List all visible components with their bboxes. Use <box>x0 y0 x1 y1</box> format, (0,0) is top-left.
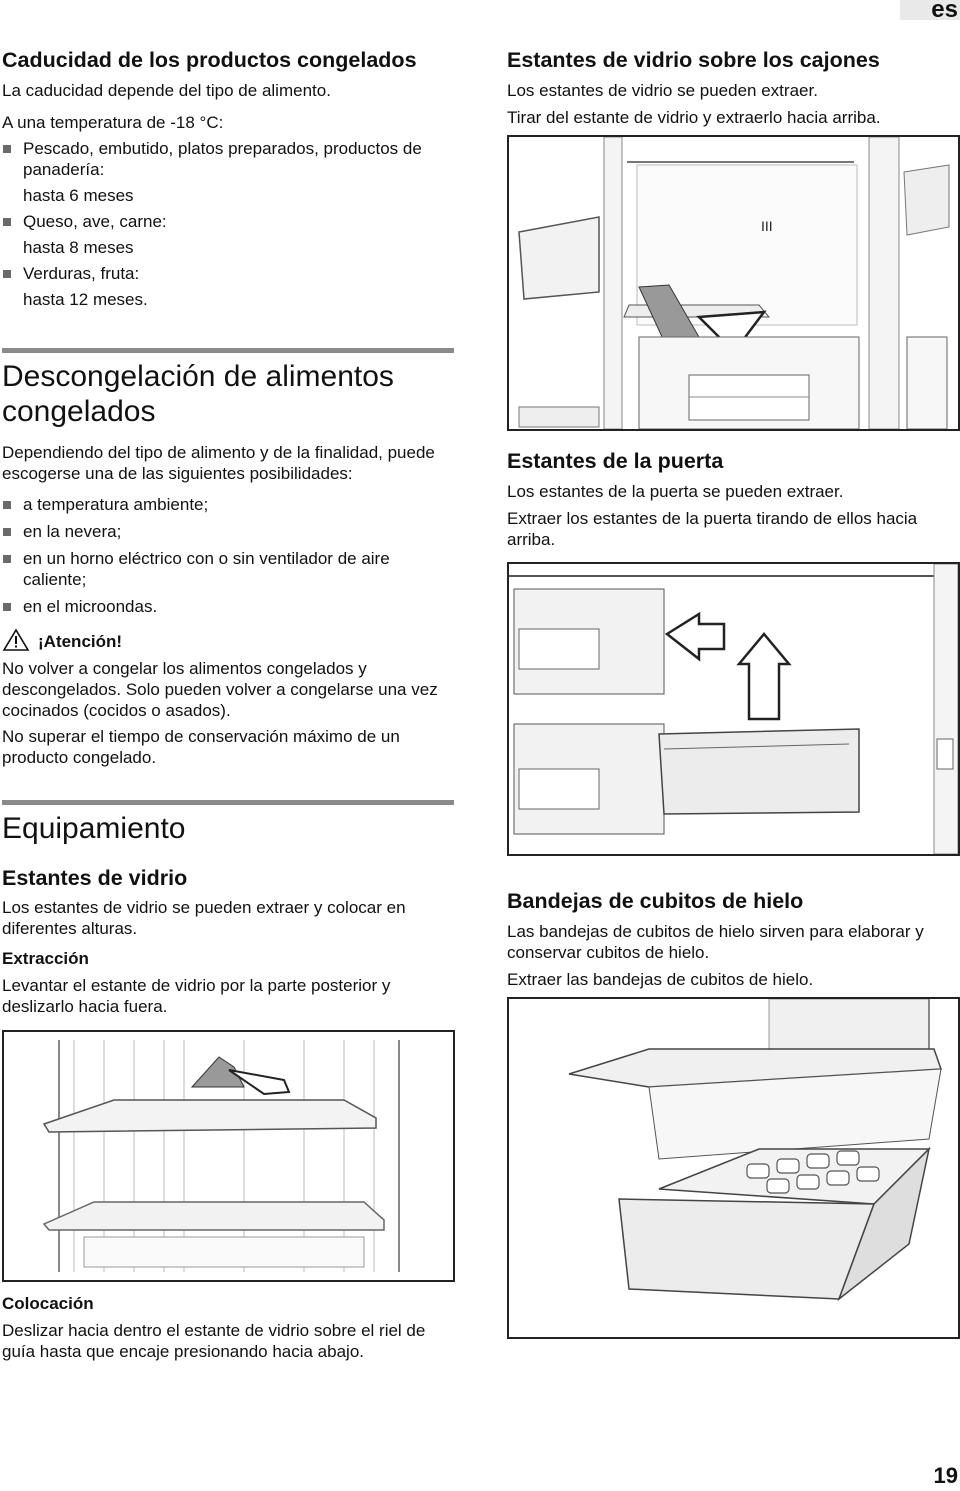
ice-tray-illustration <box>509 999 958 1337</box>
section-divider <box>2 348 454 353</box>
caducidad-list <box>2 138 452 310</box>
door-shelf-illustration <box>509 564 958 854</box>
descongelacion-intro: Dependiendo del tipo de alimento y de la finalidad, puede escogerse una de las siguientes posibilidades: <box>2 443 435 483</box>
caducidad-p1: La caducidad depende del tipo de alimento. <box>2 80 331 100</box>
svg-text:III: III <box>761 218 773 234</box>
hielo-p1: Las bandejas de cubitos de hielo sirven para elaborar y conservar cubitos de hielo. <box>507 921 924 962</box>
figure-drawer-shelf <box>507 135 960 431</box>
section-colocacion <box>2 1293 452 1362</box>
figure-door-shelf <box>507 562 960 856</box>
equipamiento-title: Equipamiento <box>2 812 186 845</box>
puerta-title: Estantes de la puerta <box>507 449 724 473</box>
cajones-p1: Los estantes de vidrio se pueden extraer. <box>507 80 818 100</box>
puerta-p1: Los estantes de la puerta se pueden extraer. <box>507 481 844 501</box>
section-equipamiento <box>2 812 452 1017</box>
hielo-title: Bandejas de cubitos de hielo <box>507 889 804 913</box>
section-divider <box>2 800 454 805</box>
warning-heading <box>2 627 452 652</box>
hielo-p2: Extraer las bandejas de cubitos de hielo. <box>507 969 814 989</box>
section-puerta <box>507 449 957 550</box>
list-item-value: hasta 6 meses <box>23 185 134 205</box>
list-item <box>2 211 452 258</box>
cajones-p2: Tirar del estante de vidrio y extraerlo hacia arriba. <box>507 107 881 127</box>
estantes-vidrio-title: Estantes de vidrio <box>2 865 188 890</box>
section-descongelacion <box>2 360 452 768</box>
list-item-label: Pescado, embutido, platos preparados, productos de panadería: <box>23 138 422 179</box>
warning-triangle-icon <box>2 628 30 652</box>
warning-p2: No superar el tiempo de conservación máximo de un producto congelado. <box>2 727 400 767</box>
list-item-value: hasta 8 meses <box>23 237 134 257</box>
section-cajones <box>507 48 957 128</box>
extraccion-title: Extracción <box>2 949 89 969</box>
warning-p1: No volver a congelar los alimentos congelados y descongelados. Solo pueden volver a congelarse una vez cocinados (cocidos o asados). <box>2 659 438 720</box>
list-item: a temperatura ambiente; <box>2 494 452 515</box>
figure-glass-shelf <box>2 1030 455 1282</box>
page-number: 19 <box>933 1463 958 1488</box>
puerta-p2: Extraer los estantes de la puerta tirando de ellos hacia arriba. <box>507 508 918 549</box>
drawer-shelf-illustration <box>509 137 958 429</box>
list-item: en la nevera; <box>2 521 452 542</box>
list-item: en un horno eléctrico con o sin ventilador de aire caliente; <box>2 548 452 590</box>
language-tab <box>900 0 960 23</box>
caducidad-p2: A una temperatura de -18 °C: <box>2 112 224 132</box>
list-item: en el microondas. <box>2 596 452 617</box>
colocacion-text: Deslizar hacia dentro el estante de vidrio sobre el riel de guía hasta que encaje presionando hacia abajo. <box>2 1321 426 1361</box>
list-item <box>2 138 452 206</box>
list-item-value: hasta 12 meses. <box>23 289 148 309</box>
section-caducidad <box>2 48 452 310</box>
list-item-label: Verduras, fruta: <box>23 263 140 283</box>
list-item <box>2 263 452 310</box>
figure-ice-tray <box>507 997 960 1339</box>
caducidad-title: Caducidad de los productos congelados <box>2 48 417 72</box>
descongelacion-list <box>2 494 452 617</box>
estantes-vidrio-p1: Los estantes de vidrio se pueden extraer y colocar en diferentes alturas. <box>2 898 406 939</box>
glass-shelf-illustration <box>4 1032 453 1280</box>
extraccion-text: Levantar el estante de vidrio por la parte posterior y deslizarlo hacia fuera. <box>2 976 391 1017</box>
language-label: es <box>931 0 958 23</box>
list-item-label: Queso, ave, carne: <box>23 211 167 231</box>
descongelacion-title: Descongelación de alimentos congelados <box>2 360 394 428</box>
warning-title: ¡Atención! <box>38 632 123 651</box>
cajones-title: Estantes de vidrio sobre los cajones <box>507 48 880 72</box>
colocacion-title: Colocación <box>2 1294 94 1313</box>
section-hielo <box>507 889 957 990</box>
